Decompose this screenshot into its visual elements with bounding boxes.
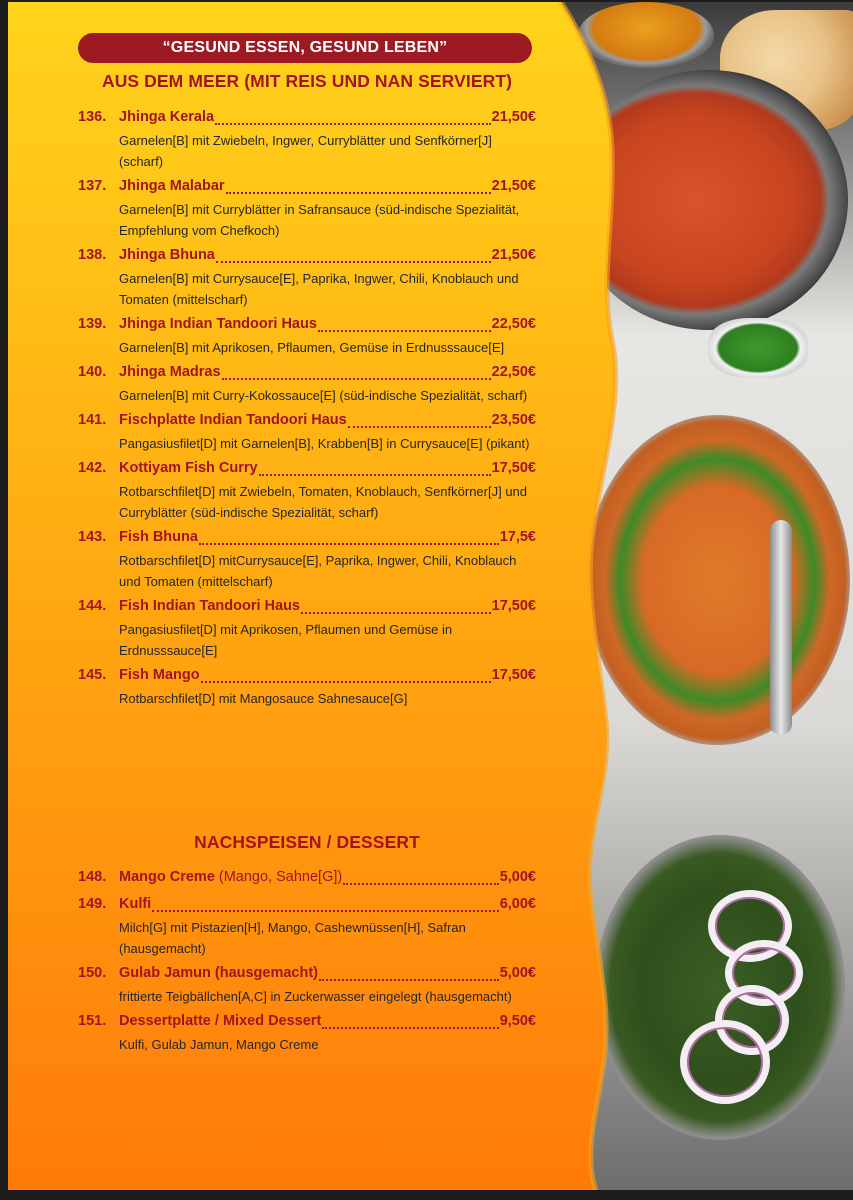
dessert-section-title: NACHSPEISEN / DESSERT bbox=[194, 832, 420, 852]
dessert-menu-list bbox=[78, 869, 536, 1061]
item-name: Jhinga Madras bbox=[119, 364, 221, 380]
dot-leader bbox=[226, 181, 491, 194]
item-price: 5,00€ bbox=[499, 965, 536, 981]
item-number: 138. bbox=[78, 247, 107, 263]
dot-leader bbox=[319, 968, 499, 981]
item-number: 148. bbox=[78, 869, 107, 885]
item-name: Fischplatte Indian Tandoori Haus bbox=[119, 412, 347, 428]
item-description: Garnelen[B] mit Aprikosen, Pflaumen, Gemüse in Erdnusssauce[E] bbox=[119, 340, 505, 355]
item-price: 21,50€ bbox=[491, 178, 536, 194]
dot-leader bbox=[215, 112, 491, 125]
seafood-section-title: AUS DEM MEER (MIT REIS UND NAN SERVIERT) bbox=[101, 71, 513, 91]
menu-item bbox=[78, 109, 536, 172]
item-description: Rotbarschfilet[D] mit Zwiebeln, Tomaten, Knoblauch, Senfkörner[J] und Curryblätter (süd-indische Spezialität, scharf) bbox=[119, 484, 528, 520]
item-number: 139. bbox=[78, 316, 107, 332]
item-price: 21,50€ bbox=[491, 109, 536, 125]
item-number: 137. bbox=[78, 178, 107, 194]
menu-item-line bbox=[78, 412, 536, 433]
item-number: 143. bbox=[78, 529, 107, 545]
frame-edge bbox=[0, 0, 8, 1200]
menu-item bbox=[78, 412, 536, 454]
menu-item bbox=[78, 364, 536, 406]
menu-item-line bbox=[78, 667, 536, 688]
item-description: Garnelen[B] mit Curry-Kokossauce[E] (süd-indische Spezialität, scharf) bbox=[119, 388, 528, 403]
item-name: Gulab Jamun (hausgemacht) bbox=[119, 965, 319, 981]
item-price: 6,00€ bbox=[499, 896, 536, 912]
item-name: Fish Indian Tandoori Haus bbox=[119, 598, 300, 614]
menu-item bbox=[78, 896, 536, 959]
menu-item-line bbox=[78, 529, 536, 550]
item-number: 150. bbox=[78, 965, 107, 981]
item-number: 140. bbox=[78, 364, 107, 380]
dot-leader bbox=[322, 1016, 498, 1029]
dot-leader bbox=[318, 319, 491, 332]
item-name: Kulfi bbox=[119, 896, 152, 912]
menu-item bbox=[78, 529, 536, 592]
dot-leader bbox=[343, 872, 498, 885]
dot-leader bbox=[348, 415, 491, 428]
item-price: 17,50€ bbox=[491, 598, 536, 614]
item-description: Rotbarschfilet[D] mit Mangosauce Sahnesauce[G] bbox=[119, 691, 408, 706]
item-description: Kulfi, Gulab Jamun, Mango Creme bbox=[119, 1037, 319, 1052]
item-name: Jhinga Indian Tandoori Haus bbox=[119, 316, 317, 332]
menu-item bbox=[78, 247, 536, 310]
menu-item bbox=[78, 1013, 536, 1055]
dot-leader bbox=[222, 367, 491, 380]
item-price: 23,50€ bbox=[491, 412, 536, 428]
item-number: 136. bbox=[78, 109, 107, 125]
item-number: 144. bbox=[78, 598, 107, 614]
item-name: Dessertplatte / Mixed Dessert bbox=[119, 1013, 322, 1029]
menu-item bbox=[78, 316, 536, 358]
dot-leader bbox=[199, 532, 499, 545]
menu-item-line bbox=[78, 1013, 536, 1034]
item-number: 142. bbox=[78, 460, 107, 476]
menu-item bbox=[78, 460, 536, 523]
item-price: 17,50€ bbox=[491, 667, 536, 683]
menu-item-line bbox=[78, 316, 536, 337]
item-price: 17,5€ bbox=[499, 529, 536, 545]
item-description: Pangasiusfilet[D] mit Garnelen[B], Krabben[B] in Currysauce[E] (pikant) bbox=[119, 436, 530, 451]
item-name: Fish Bhuna bbox=[119, 529, 198, 545]
item-number: 149. bbox=[78, 896, 107, 912]
dot-leader bbox=[301, 601, 491, 614]
dot-leader bbox=[216, 250, 491, 263]
item-price: 17,50€ bbox=[491, 460, 536, 476]
menu-item bbox=[78, 178, 536, 241]
menu-item bbox=[78, 869, 536, 890]
item-price: 9,50€ bbox=[499, 1013, 536, 1029]
frame-edge bbox=[0, 1190, 853, 1200]
item-name: Kottiyam Fish Curry bbox=[119, 460, 258, 476]
item-price: 22,50€ bbox=[491, 316, 536, 332]
menu-item-line bbox=[78, 109, 536, 130]
seafood-menu-list bbox=[78, 109, 536, 715]
item-description: Rotbarschfilet[D] mitCurrysauce[E], Paprika, Ingwer, Chili, Knoblauch und Tomaten (mittelscharf) bbox=[119, 553, 517, 589]
menu-item-line bbox=[78, 364, 536, 385]
item-name: Jhinga Kerala bbox=[119, 109, 215, 125]
menu-item-line bbox=[78, 896, 536, 917]
menu-item-line bbox=[78, 460, 536, 481]
menu-item bbox=[78, 965, 536, 1007]
item-name: Fish Mango bbox=[119, 667, 200, 683]
menu-item bbox=[78, 598, 536, 661]
item-number: 141. bbox=[78, 412, 107, 428]
menu-item-line bbox=[78, 247, 536, 268]
item-price: 5,00€ bbox=[499, 869, 536, 885]
item-description: Garnelen[B] mit Currysauce[E], Paprika, Ingwer, Chili, Knoblauch und Tomaten (mittelscharf) bbox=[119, 271, 519, 307]
item-number: 145. bbox=[78, 667, 107, 683]
item-description: Pangasiusfilet[D] mit Aprikosen, Pflaumen und Gemüse in Erdnusssauce[E] bbox=[119, 622, 453, 658]
item-number: 151. bbox=[78, 1013, 107, 1029]
item-price: 22,50€ bbox=[491, 364, 536, 380]
item-price: 21,50€ bbox=[491, 247, 536, 263]
menu-item-line bbox=[78, 965, 536, 986]
item-note: (Mango, Sahne[G]) bbox=[218, 869, 343, 885]
dot-leader bbox=[152, 899, 498, 912]
frame-edge bbox=[0, 0, 853, 2]
menu-item bbox=[78, 667, 536, 709]
menu-item-line bbox=[78, 869, 536, 890]
dot-leader bbox=[201, 670, 491, 683]
slogan-banner: “GESUND ESSEN, GESUND LEBEN” bbox=[78, 33, 532, 63]
item-name: Mango Creme bbox=[119, 869, 215, 885]
item-name: Jhinga Malabar bbox=[119, 178, 225, 194]
item-name: Jhinga Bhuna bbox=[119, 247, 215, 263]
item-description: Garnelen[B] mit Zwiebeln, Ingwer, Curryblätter und Senfkörner[J] (scharf) bbox=[119, 133, 492, 169]
item-description: Milch[G] mit Pistazien[H], Mango, Cashewnüssen[H], Safran (hausgemacht) bbox=[119, 920, 466, 956]
menu-item-line bbox=[78, 178, 536, 199]
item-description: Garnelen[B] mit Curryblätter in Safransauce (süd-indische Spezialität, Empfehlung vom Chefkoch) bbox=[119, 202, 520, 238]
menu-item-line bbox=[78, 598, 536, 619]
item-description: frittierte Teigbällchen[A,C] in Zuckerwasser eingelegt (hausgemacht) bbox=[119, 989, 512, 1004]
dot-leader bbox=[259, 463, 491, 476]
